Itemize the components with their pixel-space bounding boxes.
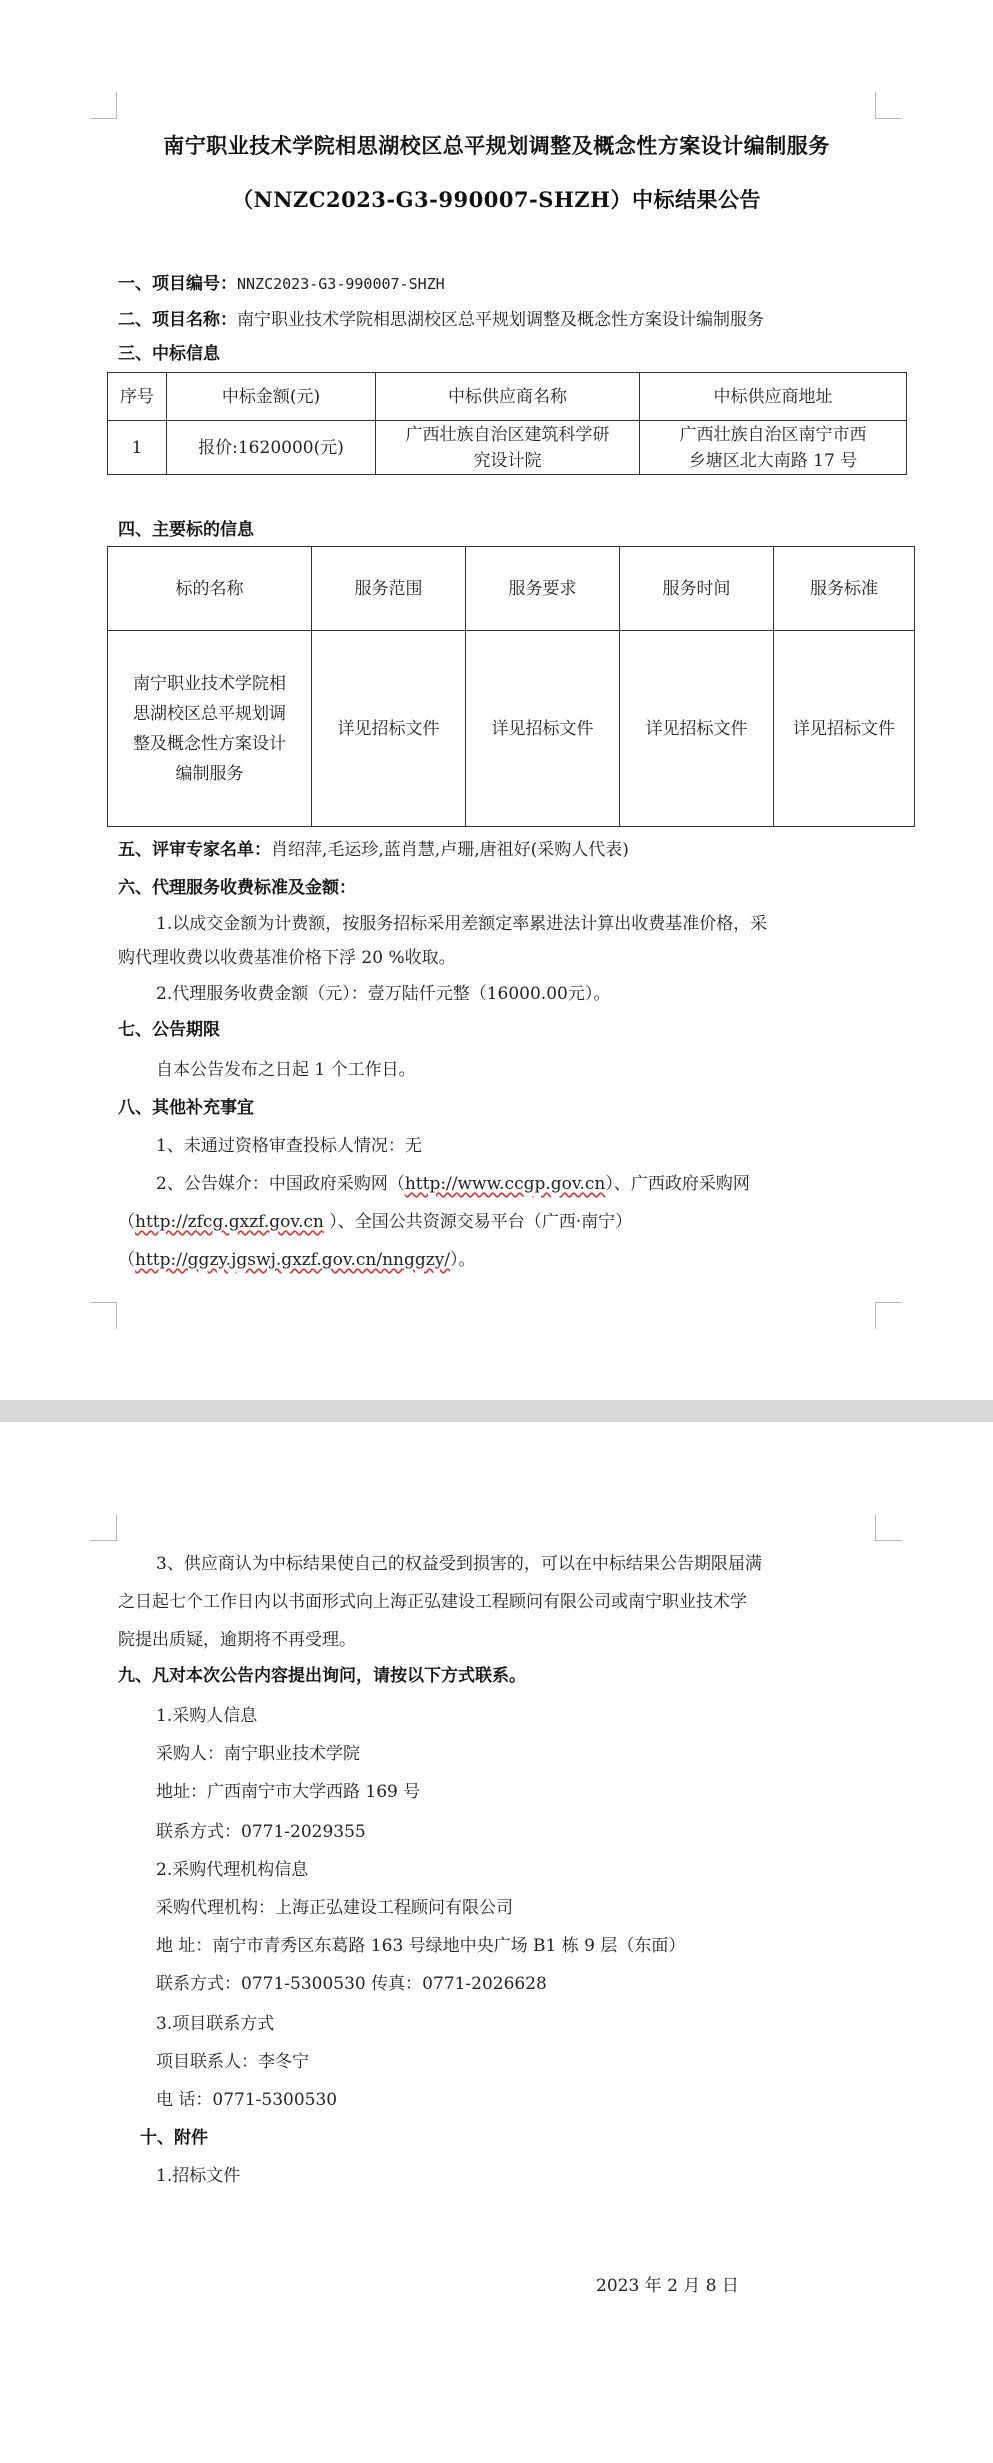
section-contact: 九、凡对本次公告内容提出询问，请按以下方式联系。 xyxy=(118,1666,526,1686)
fee-rule-line1: 1.以成交金额为计费额，按服务招标采用差额定率累进法计算出收费基准价格，采 xyxy=(156,914,768,934)
media-line2: （http://zfcg.gxzf.gov.cn ）、全国公共资源交易平台（广西·南宁） xyxy=(118,1212,633,1232)
header-cell: 服务标准 xyxy=(774,547,915,631)
header-cell: 服务要求 xyxy=(466,547,620,631)
project-number xyxy=(118,272,445,296)
disqualified-bidders: 1、未通过资格审查投标人情况：无 xyxy=(156,1136,422,1156)
header-cell: 服务范围 xyxy=(312,547,466,631)
crop-mark xyxy=(90,1302,117,1329)
agency-address: 地 址：南宁市青秀区东葛路 163 号绿地中央广场 B1 栋 9 层（东面） xyxy=(156,1936,686,1956)
service-requirement: 详见招标文件 xyxy=(466,631,620,827)
header-cell: 服务时间 xyxy=(620,547,774,631)
service-standard: 详见招标文件 xyxy=(774,631,915,827)
service-time: 详见招标文件 xyxy=(620,631,774,827)
header-cell: 序号 xyxy=(108,373,167,421)
agency-phone-fax: 联系方式：0771-5300530 传真：0771-2026628 xyxy=(156,1974,547,1994)
header-cell: 标的名称 xyxy=(108,547,312,631)
crop-mark xyxy=(875,1514,902,1541)
announcement-date: 2023 年 2 月 8 日 xyxy=(596,2276,739,2296)
section-main-subject: 四、主要标的信息 xyxy=(118,520,254,540)
agency-name: 采购代理机构：上海正弘建设工程顾问有限公司 xyxy=(156,1898,513,1918)
media-line1: 2、公告媒介：中国政府采购网（http://www.ccgp.gov.cn）、广西政府采购网 xyxy=(156,1174,750,1194)
row-number: 1 xyxy=(108,421,167,475)
supplier-address: 广西壮族自治区南宁市西 乡塘区北大南路 17 号 xyxy=(640,421,907,475)
section-notice-period: 七、公告期限 xyxy=(118,1020,220,1040)
section-attachments: 十、附件 xyxy=(140,2128,208,2148)
section-agency-fee: 六、代理服务收费标准及金额： xyxy=(118,878,356,898)
project-contact-phone: 电 话：0771-5300530 xyxy=(156,2090,338,2110)
attachment-tender-file[interactable]: 1.招标文件 xyxy=(156,2166,241,2186)
agency-info-title: 2.采购代理机构信息 xyxy=(156,1860,309,1880)
purchaser-name: 采购人：南宁职业技术学院 xyxy=(156,1744,360,1764)
project-contact-title: 3.项目联系方式 xyxy=(156,2014,275,2034)
announcement-title: 南宁职业技术学院相思湖校区总平规划调整及概念性方案设计编制服务 xyxy=(163,133,830,158)
objection-line1: 3、供应商认为中标结果使自己的权益受到损害的，可以在中标结果公告期限届满 xyxy=(156,1554,762,1574)
crop-mark xyxy=(90,92,117,119)
header-cell: 中标金额(元) xyxy=(167,373,376,421)
supplier-name: 广西壮族自治区建筑科学研 究设计院 xyxy=(376,421,640,475)
subject-name: 南宁职业技术学院相 思湖校区总平规划调 整及概念性方案设计 编制服务 xyxy=(108,631,312,827)
fee-rule-line2: 购代理收费以收费基准价格下浮 20 %收取。 xyxy=(118,948,456,968)
section-award-info: 三、中标信息 xyxy=(118,344,220,364)
crop-mark xyxy=(875,92,902,119)
crop-mark xyxy=(875,1302,902,1329)
document-page-2 xyxy=(0,1422,993,2463)
project-number-label: 一、项目编号： xyxy=(118,274,237,294)
page-separator xyxy=(0,1400,993,1422)
header-cell: 中标供应商地址 xyxy=(640,373,907,421)
expert-list xyxy=(118,838,629,862)
service-scope: 详见招标文件 xyxy=(312,631,466,827)
project-name xyxy=(118,308,764,332)
subject-table xyxy=(107,546,915,827)
announcement-subtitle: （NNZC2023-G3-990007-SHZH）中标结果公告 xyxy=(232,187,761,212)
expert-list-value: 肖绍萍,毛运珍,蓝肖慧,卢珊,唐祖好(采购人代表) xyxy=(271,840,629,860)
purchaser-address: 地址：广西南宁市大学西路 169 号 xyxy=(156,1782,421,1802)
notice-period-text: 自本公告发布之日起 1 个工作日。 xyxy=(156,1060,416,1080)
ccgp-link[interactable]: http://www.ccgp.gov.cn xyxy=(404,1174,606,1194)
crop-mark xyxy=(90,1514,117,1541)
project-number-value: NNZC2023-G3-990007-SHZH xyxy=(237,275,445,293)
purchaser-info-title: 1.采购人信息 xyxy=(156,1706,258,1726)
fee-amount: 2.代理服务收费金额（元）：壹万陆仟元整（16000.00元）。 xyxy=(156,984,611,1004)
objection-line3: 院提出质疑，逾期将不再受理。 xyxy=(118,1630,356,1650)
award-amount: 报价:1620000(元) xyxy=(167,421,376,475)
purchaser-phone: 联系方式：0771-2029355 xyxy=(156,1822,366,1842)
project-name-label: 二、项目名称： xyxy=(118,310,237,330)
zfcg-link[interactable]: http://zfcg.gxzf.gov.cn xyxy=(135,1212,324,1232)
media-line3: （http://ggzy.jgswj.gxzf.gov.cn/nnggzy/）。 xyxy=(118,1250,476,1270)
project-contact-person: 项目联系人：李冬宁 xyxy=(156,2052,309,2072)
section-other-matters: 八、其他补充事宜 xyxy=(118,1098,254,1118)
objection-line2: 之日起七个工作日内以书面形式向上海正弘建设工程顾问有限公司或南宁职业技术学 xyxy=(118,1592,747,1612)
award-table xyxy=(107,372,907,475)
ggzy-link[interactable]: http://ggzy.jgswj.gxzf.gov.cn/nnggzy/ xyxy=(135,1250,451,1270)
header-cell: 中标供应商名称 xyxy=(376,373,640,421)
project-name-value: 南宁职业技术学院相思湖校区总平规划调整及概念性方案设计编制服务 xyxy=(237,310,764,330)
expert-list-label: 五、评审专家名单： xyxy=(118,840,271,860)
